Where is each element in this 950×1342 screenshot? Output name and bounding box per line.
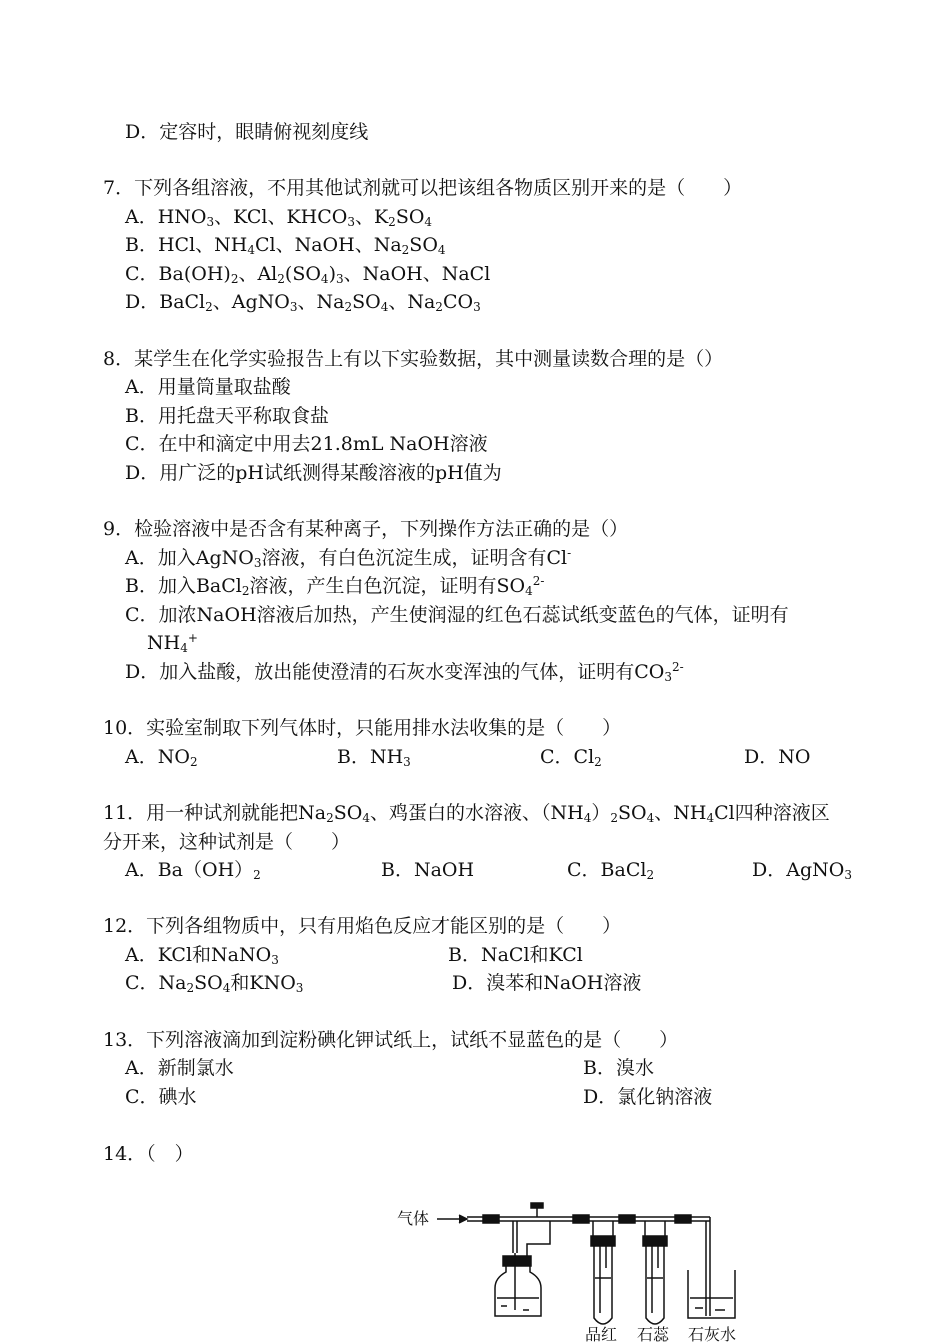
q12-stem: 12．下列各组物质中，只有用焰色反应才能区别的是（ ） [103, 915, 622, 937]
beaker-label: 石灰水 [688, 1325, 737, 1342]
pipe-connector [573, 1215, 589, 1223]
q7-option-a: A．$HNO_3$、KCl、$KHCO_3$、$K_2SO_4$ [125, 206, 433, 229]
q10-option-a: A．$NO_2$ [125, 746, 198, 769]
q10-stem: 10．实验室制取下列气体时，只能用排水法收集的是（ ） [103, 717, 622, 739]
q12-option-b: B．NaCl和KCl [448, 944, 583, 966]
pipe-connector [483, 1215, 499, 1223]
q12-option-a: A．KCl和NaNO$_3$ [125, 944, 279, 967]
q7-option-b: B．HCl、$NH_4Cl$、NaOH、$Na_2SO_4$ [125, 234, 446, 257]
q14-stem: 14．（ ） [103, 1143, 194, 1165]
q9-option-a: A．加入AgNO$_3$溶液，有白色沉淀生成，证明含有Cl- [125, 546, 572, 570]
q9-stem: 9．检验溶液中是否含有某种离子，下列操作方法正确的是（） [103, 518, 629, 540]
pipe-connector [675, 1215, 691, 1223]
q13-option-a: A．新制氯水 [125, 1057, 234, 1079]
pipe-connector [619, 1215, 635, 1223]
q10-option-b: B．$NH_3$ [337, 746, 411, 769]
gas-label: 气体 [397, 1209, 430, 1228]
q13-option-b: B．溴水 [583, 1057, 654, 1079]
q7-option-d: D．BaCl$_2$、AgNO$_3$、$Na_2SO_4$、$Na_2CO_3$ [125, 291, 481, 314]
q8-option-a: A．用量筒量取盐酸 [125, 376, 291, 398]
q12-option-c: C．$Na_2SO_4$和$KNO_3$ [125, 972, 304, 995]
q13-option-d: D．氯化钠溶液 [583, 1086, 713, 1108]
q11-stem: 11．用一种试剂就能把$Na_2SO_4$、鸡蛋白的水溶液、$(NH_4)_2SO_4$、$NH_4Cl$四种溶液区 [103, 802, 830, 825]
q11-option-d: D．AgNO$_3$ [752, 859, 852, 882]
q7-option-c: C．$Ba(OH)_2$、$Al_2(SO_4)_3$、NaOH、NaCl [125, 263, 491, 286]
q9-option-b: B．加入BaCl$_2$溶液，产生白色沉淀，证明有$SO_4^{2-}$ [125, 574, 545, 598]
q8-option-d: D．用广泛的pH试纸测得某酸溶液的pH值为 [125, 462, 502, 484]
tube2-label: 石蕊 [637, 1325, 670, 1342]
beaker-limewater [688, 1270, 735, 1318]
q8-stem: 8．某学生在化学实验报告上有以下实验数据，其中测量读数合理的是（） [103, 348, 724, 370]
inlet-arrowhead [459, 1215, 467, 1223]
q8-option-c: C．在中和滴定中用去21.8mL NaOH溶液 [125, 433, 488, 455]
q11-option-a: A．$Ba(OH)_2$ [125, 859, 261, 882]
test-tube-shirui [643, 1221, 667, 1324]
tube1-label: 品红 [585, 1325, 618, 1342]
gas-apparatus-diagram [395, 1198, 755, 1342]
q7-stem: 7．下列各组溶液，不用其他试剂就可以把该组各物质区别开来的是（ ） [103, 177, 743, 199]
q10-option-d: D．NO [744, 746, 811, 768]
safety-bottle [495, 1253, 541, 1316]
q6-option-d: D．定容时，眼睛俯视刻度线 [125, 121, 369, 143]
q13-stem: 13．下列溶液滴加到淀粉碘化钾试纸上，试纸不显蓝色的是（ ） [103, 1029, 679, 1051]
q9-option-c: C．加浓NaOH溶液后加热，产生使润湿的红色石蕊试纸变蓝色的气体，证明有 [125, 604, 789, 626]
q9-option-c-cont: $NH_4^+$ [147, 631, 198, 655]
q9-option-d: D．加入盐酸，放出能使澄清的石灰水变浑浊的气体，证明有$CO_3^{2-}$ [125, 660, 684, 684]
q11-option-c: C．BaCl$_2$ [567, 859, 655, 882]
q8-option-b: B．用托盘天平称取食盐 [125, 405, 329, 427]
q13-option-c: C．碘水 [125, 1086, 197, 1108]
q12-option-d: D．溴苯和NaOH溶液 [452, 972, 642, 994]
q10-option-c: C．$Cl_2$ [540, 746, 602, 769]
q11-stem-cont: 分开来，这种试剂是（ ） [103, 831, 351, 853]
q11-option-b: B．NaOH [381, 859, 475, 881]
test-tube-pinhong [591, 1221, 615, 1324]
